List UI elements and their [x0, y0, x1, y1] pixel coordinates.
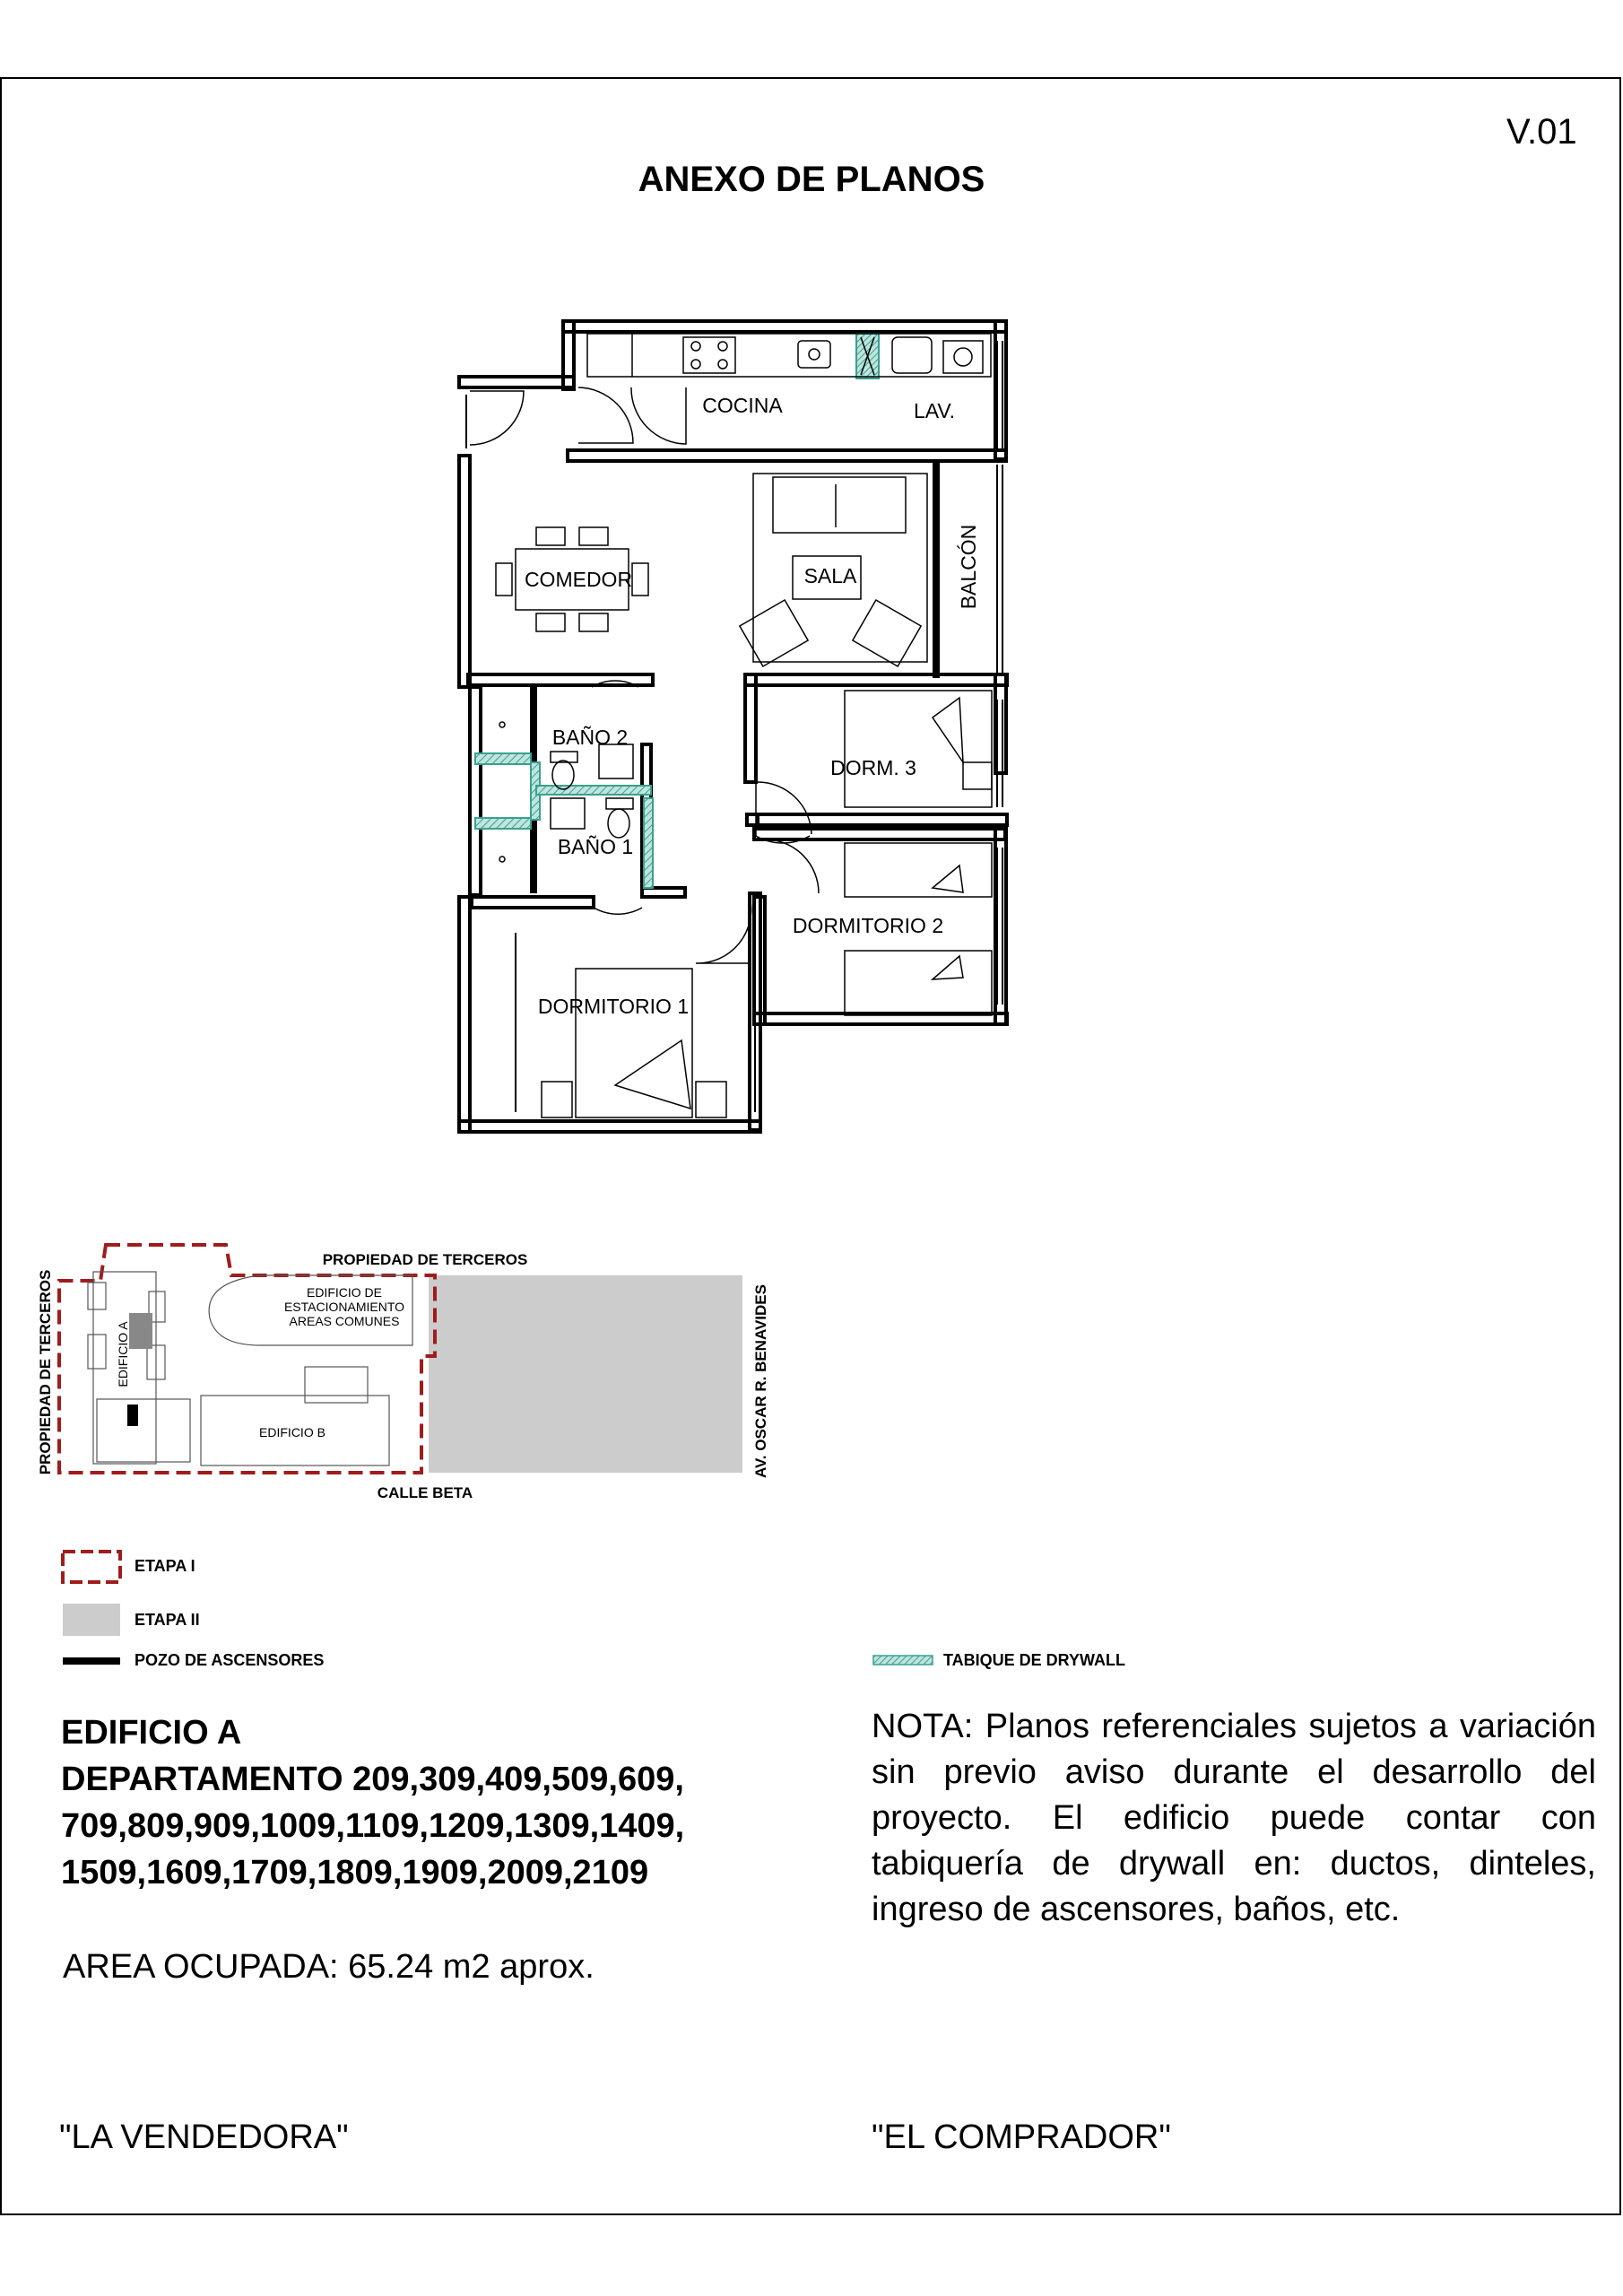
legend-pozo: POZO DE ASCENSORES: [135, 1651, 325, 1669]
site-label-left: PROPIEDAD DE TERCEROS: [37, 1269, 54, 1475]
room-label-cocina: COCINA: [702, 394, 783, 417]
apartment-list-3: 1509,1609,1709,1809,1909,2009,2109: [61, 1854, 649, 1892]
building-a-label: EDIFICIO A: [116, 1321, 130, 1387]
room-label-balcon: BALCÓN: [957, 524, 980, 610]
building-b-label: EDIFICIO B: [259, 1425, 325, 1439]
elevator-shaft: [127, 1405, 138, 1426]
disclaimer-note: NOTA: Planos referenciales sujetos a variación sin previo aviso durante el desarrollo del proyecto. El edificio puede contar con tabiquería de drywall en: ductos, dinteles, ingreso de ascensores, baños, etc.: [872, 1708, 1596, 1928]
legend-drywall: TABIQUE DE DRYWALL: [943, 1651, 1125, 1669]
parking-label-3: AREAS COMUNES: [289, 1314, 400, 1328]
etapa1-swatch: [63, 1552, 120, 1582]
room-label-bano1: BAÑO 1: [557, 835, 634, 858]
apartment-list-2: 709,809,909,1009,1109,1209,1309,1409,: [61, 1807, 685, 1845]
version-label: V.01: [1506, 112, 1577, 152]
room-label-comedor: COMEDOR: [524, 568, 633, 591]
parking-label-2: ESTACIONAMIENTO: [283, 1300, 405, 1314]
site-label-bottom: CALLE BETA: [377, 1484, 473, 1501]
buyer-signature: "EL COMPRADOR": [872, 2118, 1171, 2156]
page-title: ANEXO DE PLANOS: [638, 160, 985, 199]
legend-etapa2: ETAPA II: [135, 1611, 200, 1629]
legend-etapa1: ETAPA I: [135, 1557, 195, 1575]
building-a-core: [129, 1313, 152, 1349]
room-label-bano2: BAÑO 2: [551, 726, 629, 749]
etapa2-area: [429, 1275, 742, 1473]
drywall-swatch: [873, 1656, 933, 1665]
pozo-swatch: [63, 1657, 120, 1665]
seller-signature: "LA VENDEDORA": [59, 2118, 349, 2156]
occupied-area: AREA OCUPADA: 65.24 m2 aprox.: [63, 1948, 595, 1986]
room-label-dorm3: DORM. 3: [830, 756, 916, 779]
room-label-dorm2: DORMITORIO 2: [792, 914, 944, 937]
site-label-top: PROPIEDAD DE TERCEROS: [322, 1251, 528, 1268]
parking-label-1: EDIFICIO DE: [306, 1285, 383, 1300]
building-name: EDIFICIO A: [61, 1714, 242, 1752]
site-label-right: AV. OSCAR R. BENAVIDES: [752, 1283, 769, 1479]
etapa2-swatch: [63, 1604, 120, 1636]
room-label-lavanderia: LAV.: [913, 399, 956, 422]
apartment-list-1: DEPARTAMENTO 209,309,409,509,609,: [61, 1761, 684, 1798]
room-label-sala: SALA: [803, 564, 857, 587]
room-label-dorm1: DORMITORIO 1: [537, 995, 690, 1018]
